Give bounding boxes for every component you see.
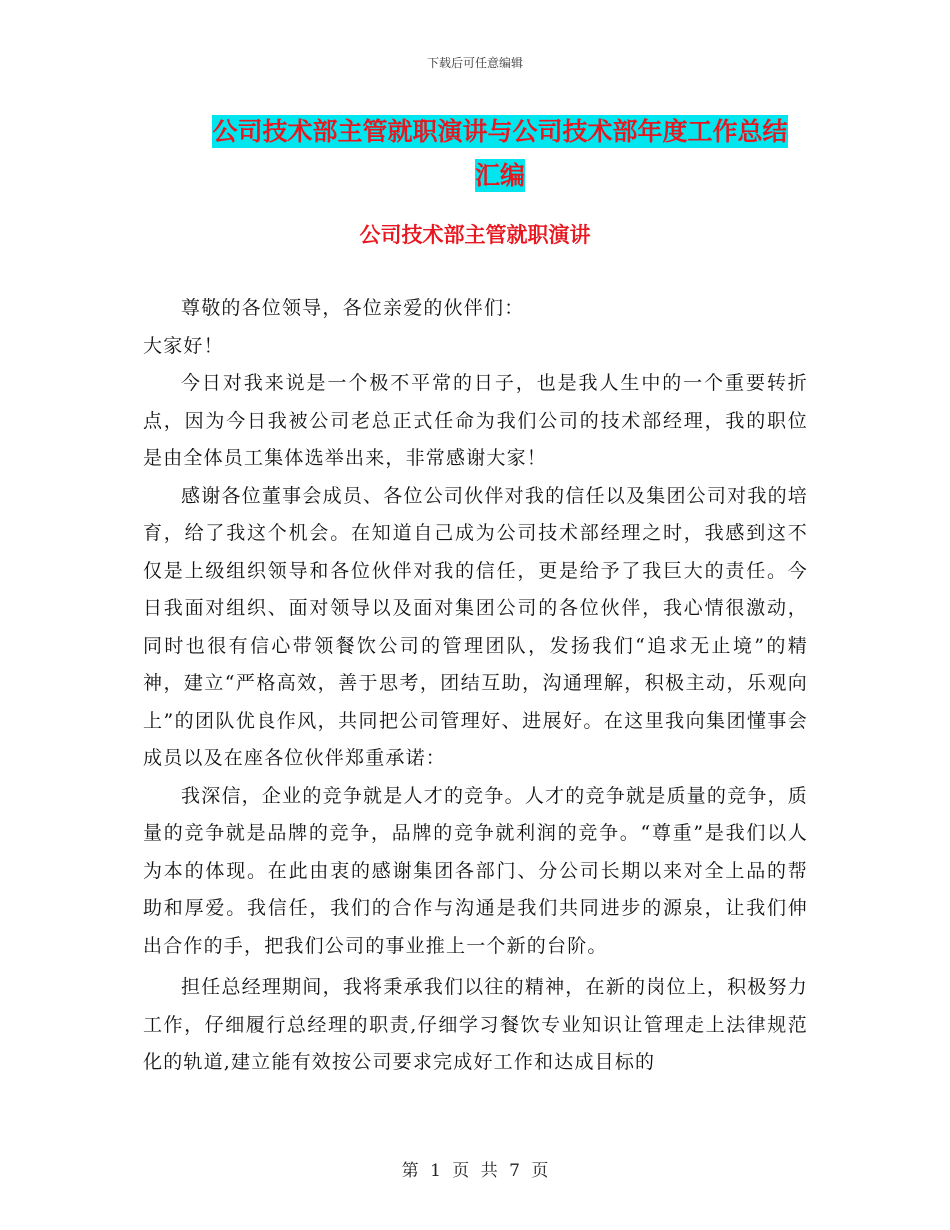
paragraph-1: 今日对我来说是一个极不平常的日子，也是我人生中的一个重要转折点，因为今日我被公司老总正式任命为我们公司的技术部经理，我的职位是由全体员工集体选举出来，非常感谢大家！ xyxy=(143,372,808,469)
body-text xyxy=(143,290,808,1082)
document-title-line-2: 汇编 xyxy=(474,161,525,190)
paragraph-4: 担任总经理期间，我将秉承我们以往的精神，在新的岗位上，积极努力工作，仔细履行总经理的职责,仔细学习餐饮专业知识让管理走上法律规范化的轨道,建立能有效按公司要求完成好工作和达成目标的 xyxy=(143,976,808,1073)
hello-paragraph: 大家好！ xyxy=(143,334,224,357)
document-title-line-1: 公司技术部主管就职演讲与公司技术部年度工作总结 xyxy=(212,117,788,146)
section-title: 公司技术部主管就职演讲 xyxy=(359,223,591,247)
page-number-footer: 第 1 页 共 7 页 xyxy=(401,1161,549,1181)
document-title xyxy=(190,110,810,198)
paragraph-2: 感谢各位董事会成员、各位公司伙伴对我的信任以及集团公司对我的培育，给了我这个机会。在知道自己成为公司技术部经理之时，我感到这不仅是上级组织领导和各位伙伴对我的信任，更是给予了我巨大的责任。今日我面对组织、面对领导以及面对集团公司的各位伙伴，我心情很激动，同时也很有信心带领餐饮公司的管理团队，发扬我们“追求无止境”的精神，建立“严格高效，善于思考，团结互助，沟通理解，积极主动，乐观向上”的团队优良作风，共同把公司管理好、进展好。在这里我向集团懂事会成员以及在座各位伙伴郑重承诺： xyxy=(143,484,808,769)
paragraph-3: 我深信，企业的竞争就是人才的竞争。人才的竞争就是质量的竞争，质量的竞争就是品牌的竞争，品牌的竞争就利润的竞争。“尊重”是我们以人为本的体现。在此由衷的感谢集团各部门、分公司长期以来对全上品的帮助和厚爱。我信任，我们的合作与沟通是我们共同进步的源泉，让我们伸出合作的手，把我们公司的事业推上一个新的台阶。 xyxy=(143,784,808,957)
greeting-paragraph: 尊敬的各位领导，各位亲爱的伙伴们： xyxy=(181,297,525,319)
header-note: 下载后可任意编辑 xyxy=(426,56,523,70)
